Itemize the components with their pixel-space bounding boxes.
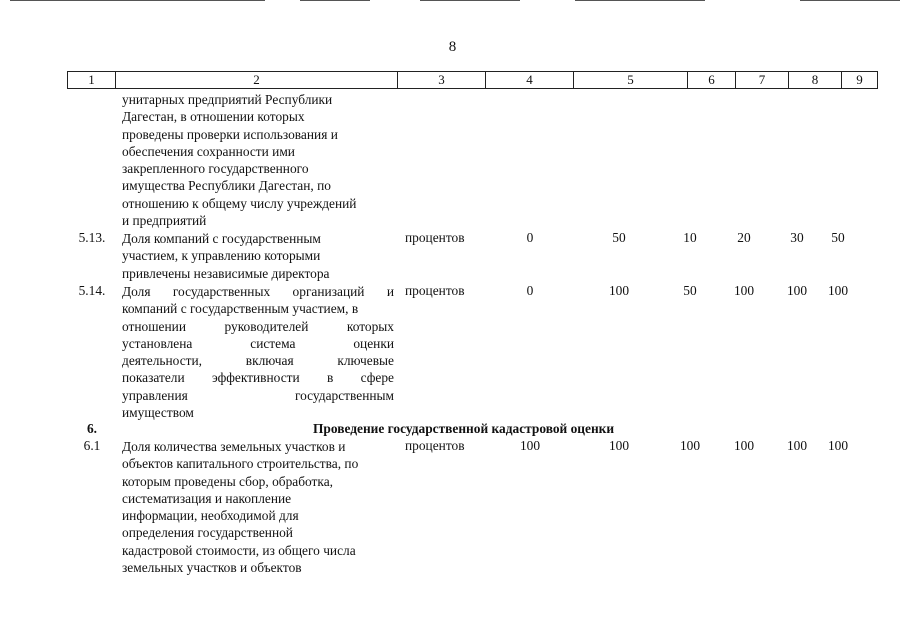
indicator-text	[122, 230, 394, 282]
text-line: установлена система оценки	[122, 335, 394, 351]
scan-edge-line	[420, 0, 520, 1]
header-col-3: 3	[398, 72, 486, 89]
section-title: Проведение государственной кадастровой оценки	[313, 421, 615, 436]
text-line: закрепленного государственного	[122, 161, 309, 177]
text-line: имущества Республики Дагестан, по	[122, 178, 331, 194]
text-line: Доля компаний с государственным	[122, 231, 321, 246]
row-number: 6.1	[83, 438, 101, 453]
text-line: компаний с государственным участием, в	[122, 301, 359, 317]
value-col-7: 20	[737, 230, 751, 245]
scan-edge-line	[10, 0, 265, 1]
value-col-7: 100	[733, 438, 755, 453]
text-line: Доля государственных организаций и	[122, 284, 394, 299]
value-col-4: 0	[526, 230, 534, 245]
text-line: обеспечения сохранности ими	[122, 143, 295, 159]
value-col-6: 50	[683, 283, 697, 298]
text-line: привлечены независимые директора	[122, 265, 330, 281]
continued-indicator-text	[122, 91, 394, 229]
value-col-8: 30	[790, 230, 804, 245]
header-col-8: 8	[789, 72, 842, 89]
value-col-8: 100	[786, 438, 808, 453]
row-number: 5.14.	[78, 283, 106, 298]
value-col-5: 100	[608, 438, 630, 453]
scan-edge-line	[800, 0, 900, 1]
value-col-8: 100	[786, 283, 808, 298]
text-line: отношении руководителей которых	[122, 318, 394, 334]
scan-edge-line	[300, 0, 370, 1]
text-line: управления государственным	[122, 387, 394, 403]
value-col-9: 100	[827, 283, 849, 298]
text-line: унитарных предприятий Республики	[122, 92, 333, 107]
unit-cell: процентов	[405, 230, 465, 245]
page-number: 8	[448, 39, 457, 55]
text-line: отношению к общему числу учреждений	[122, 195, 357, 211]
value-col-7: 100	[733, 283, 755, 298]
unit-cell: процентов	[405, 438, 465, 453]
header-col-6: 6	[688, 72, 736, 89]
text-line: которым проведены сбор, обработка,	[122, 473, 333, 489]
value-col-9: 100	[827, 438, 849, 453]
text-line: Дагестан, в отношении которых	[122, 109, 305, 125]
value-col-6: 100	[679, 438, 701, 453]
value-col-4: 100	[519, 438, 541, 453]
text-line: кадастровой стоимости, из общего числа	[122, 542, 356, 558]
value-col-4: 0	[526, 283, 534, 298]
scan-edge-line	[575, 0, 705, 1]
text-line: деятельности, включая ключевые	[122, 353, 394, 369]
text-line: объектов капитального строительства, по	[122, 456, 359, 472]
value-col-9: 50	[831, 230, 845, 245]
text-line: проведены проверки использования и	[122, 126, 338, 142]
unit-cell: процентов	[405, 283, 465, 298]
header-col-7: 7	[736, 72, 789, 89]
header-col-5: 5	[574, 72, 688, 89]
indicator-text	[122, 438, 394, 576]
indicator-text	[122, 283, 394, 421]
header-col-1: 1	[68, 72, 116, 89]
text-line: имуществом	[122, 405, 194, 421]
text-line: земельных участков и объектов	[122, 560, 302, 576]
header-col-4: 4	[486, 72, 574, 89]
row-number: 5.13.	[78, 230, 106, 245]
value-col-5: 100	[608, 283, 630, 298]
value-col-5: 50	[612, 230, 626, 245]
section-number: 6.	[86, 421, 98, 436]
header-col-9: 9	[842, 72, 878, 89]
text-line: показатели эффективности в сфере	[122, 370, 394, 386]
column-number-header	[67, 71, 878, 89]
value-col-6: 10	[683, 230, 697, 245]
text-line: участием, к управлению которыми	[122, 248, 321, 264]
text-line: Доля количества земельных участков и	[122, 439, 346, 454]
header-col-2: 2	[116, 72, 398, 89]
text-line: определения государственной	[122, 525, 293, 541]
text-line: и предприятий	[122, 213, 207, 229]
text-line: информации, необходимой для	[122, 508, 299, 524]
text-line: систематизация и накопление	[122, 490, 292, 506]
